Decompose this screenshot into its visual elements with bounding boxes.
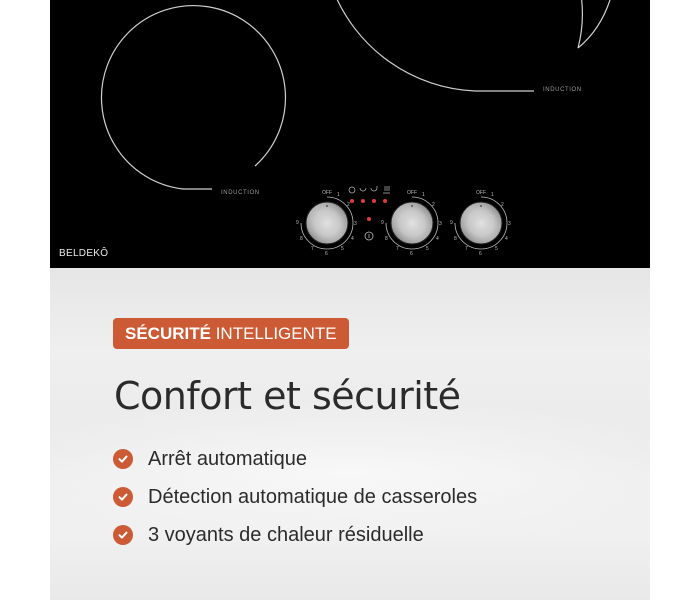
svg-text:1: 1 [422, 192, 425, 198]
svg-text:3: 3 [508, 221, 511, 227]
brand-logo: BELDEKÔ [59, 248, 109, 259]
svg-text:3: 3 [354, 221, 357, 227]
svg-text:7: 7 [465, 246, 468, 252]
svg-text:4: 4 [436, 236, 439, 242]
cooking-zone-left [101, 6, 285, 189]
power-button-icon [365, 232, 373, 240]
svg-text:8: 8 [385, 236, 388, 242]
svg-text:3: 3 [439, 221, 442, 227]
svg-text:5: 5 [495, 246, 498, 252]
svg-text:6: 6 [410, 251, 413, 257]
svg-text:2: 2 [347, 202, 350, 208]
list-item-text: Détection automatique de casseroles [148, 485, 478, 508]
list-item [113, 516, 477, 554]
svg-text:6: 6 [479, 251, 482, 257]
badge-bold-text: SÉCURITÉ [125, 324, 211, 343]
svg-text:5: 5 [341, 246, 344, 252]
svg-text:7: 7 [396, 246, 399, 252]
zone-indicator-icons [349, 186, 390, 193]
svg-text:6: 6 [325, 251, 328, 257]
list-item-text: 3 voyants de chaleur résiduelle [148, 523, 424, 546]
svg-text:OFF: OFF [322, 190, 332, 196]
feature-badge [113, 318, 349, 349]
svg-text:9: 9 [296, 220, 299, 226]
svg-text:8: 8 [300, 236, 303, 242]
list-item-text: Arrêt automatique [148, 447, 307, 470]
check-icon [113, 449, 133, 469]
cooktop-graphic [50, 0, 650, 268]
check-icon [113, 487, 133, 507]
svg-text:7: 7 [311, 246, 314, 252]
svg-text:1: 1 [491, 192, 494, 198]
list-item [113, 478, 477, 516]
section-heading: Confort et sécurité [114, 374, 461, 418]
feature-section [50, 268, 650, 600]
svg-text:OFF: OFF [476, 190, 486, 196]
svg-text:1: 1 [337, 192, 340, 198]
svg-text:2: 2 [501, 202, 504, 208]
svg-text:9: 9 [450, 220, 453, 226]
svg-text:5: 5 [426, 246, 429, 252]
svg-text:4: 4 [505, 236, 508, 242]
svg-text:2: 2 [432, 202, 435, 208]
cooking-zone-right [333, 0, 582, 91]
list-item [113, 440, 477, 478]
product-panel [50, 0, 650, 600]
zone-label-left: INDUCTION [221, 190, 260, 196]
svg-text:OFF: OFF [407, 190, 417, 196]
knob-2 [381, 190, 442, 257]
knob-1 [296, 190, 357, 257]
knob-3 [450, 190, 511, 257]
zone-label-right: INDUCTION [543, 87, 582, 93]
svg-text:4: 4 [351, 236, 354, 242]
svg-text:8: 8 [454, 236, 457, 242]
feature-list [113, 440, 477, 554]
check-icon [113, 525, 133, 545]
svg-text:9: 9 [381, 220, 384, 226]
cooktop-image [50, 0, 650, 268]
badge-light-text: INTELLIGENTE [215, 324, 337, 343]
residual-heat-leds [350, 199, 387, 221]
